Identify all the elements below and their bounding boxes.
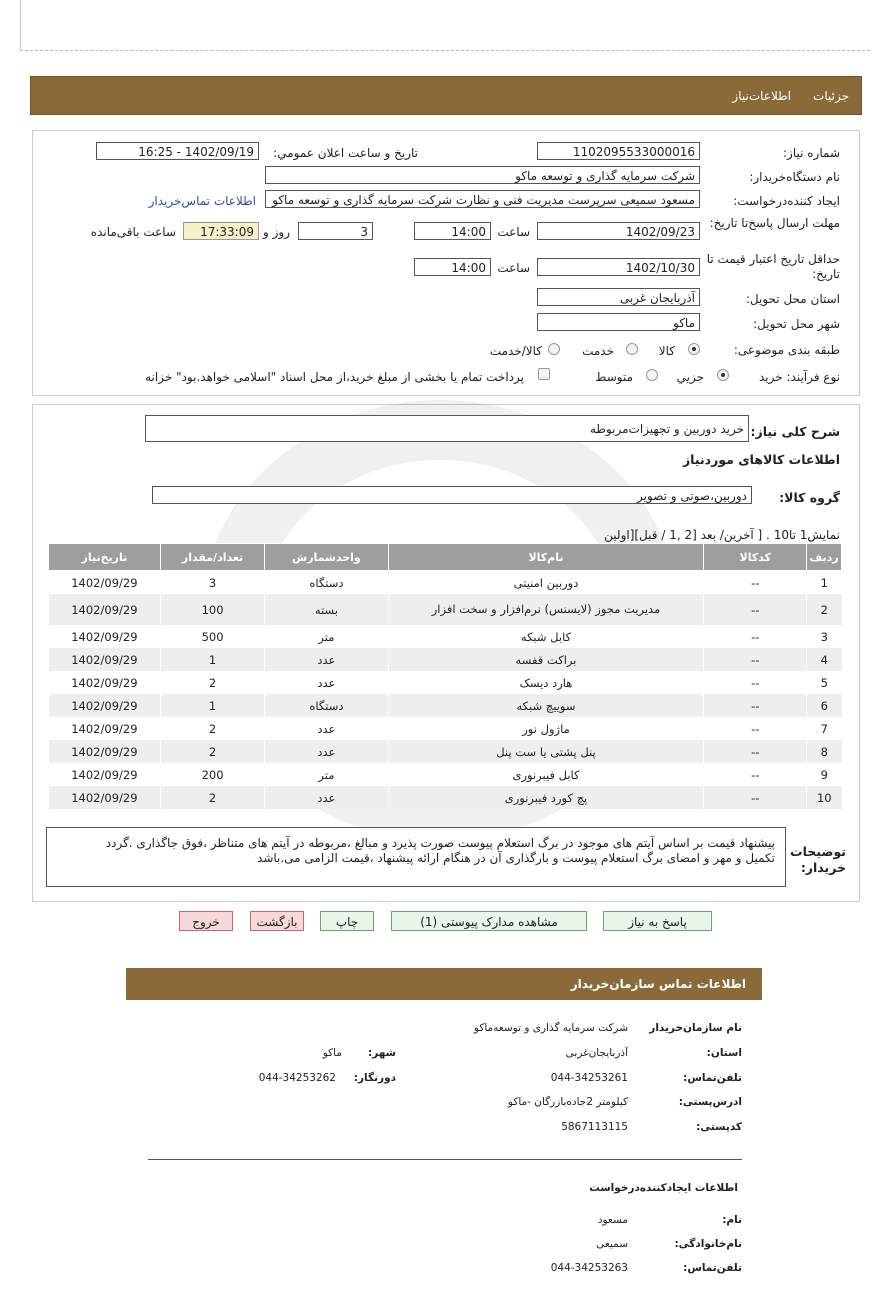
province-field: آذربایجان غربی [537, 288, 700, 306]
cell-unit: عدد [265, 671, 388, 694]
left-border-line [20, 0, 21, 50]
print-button[interactable]: چاپ [320, 911, 374, 931]
city-label: شهر محل تحویل: [753, 317, 840, 331]
cell-row: 2 [807, 594, 842, 625]
view-documents-button[interactable]: مشاهده مدارک پیوستی (1) [391, 911, 587, 931]
creator-name-label: نام: [722, 1214, 742, 1226]
contact-address-label: ادرس‌پستی: [678, 1096, 742, 1108]
buyer-notes-line2: تکمیل و مهر و امضای برگ استعلام پیوست و بارگذاری آن در هنگام ارائه پیشنهاد ،قیمت الزامی می.باشد [257, 851, 775, 865]
table-row [49, 594, 842, 625]
contact-address-value: کیلومتر 2جاده‌بازرگان -ماکو [507, 1096, 628, 1108]
cell-qty: 2 [160, 717, 265, 740]
cell-date: 1402/09/29 [49, 594, 161, 625]
cell-unit: متر [265, 625, 388, 648]
contact-phone-label: تلفن‌تماس: [683, 1072, 742, 1084]
goods-info-title: اطلاعات کالاهای موردنیاز [682, 452, 840, 467]
cell-date: 1402/09/29 [49, 717, 161, 740]
cell-name: مدیریت مجوز (لایسنس) نرم‌افزار و سخت افزار [388, 594, 704, 625]
cell-unit: دستگاه [265, 571, 388, 595]
payment-checkbox[interactable] [538, 368, 550, 380]
contact-province-label: استان: [706, 1047, 742, 1059]
cell-date: 1402/09/29 [49, 694, 161, 717]
cell-date: 1402/09/29 [49, 786, 161, 809]
cell-name: پچ کورد فیبرنوری [388, 786, 704, 809]
cell-date: 1402/09/29 [49, 671, 161, 694]
days-field: 3 [298, 222, 373, 240]
buyer-notes-box [46, 827, 786, 887]
table-row [49, 694, 842, 717]
validity-date-field: 1402/10/30 [537, 258, 700, 276]
creator-label: ایجاد کننده‌درخواست: [733, 194, 840, 208]
items-table [48, 543, 842, 809]
cell-name: پنل پشتی یا ست پنل [388, 740, 704, 763]
col-code: کدکالا [704, 544, 807, 571]
category-service-radio[interactable] [626, 343, 638, 355]
cell-code: -- [704, 671, 807, 694]
contact-title: اطلاعات تماس سازمان‌خریدار [570, 977, 746, 991]
cell-qty: 2 [160, 740, 265, 763]
cell-code: -- [704, 786, 807, 809]
payment-note: پرداخت تمام یا بخشی از مبلغ خرید،از محل اسناد "اسلامی خواهد.بود" خزانه [145, 370, 524, 384]
cell-qty: 1 [160, 648, 265, 671]
cell-unit: عدد [265, 740, 388, 763]
cell-row: 1 [807, 571, 842, 595]
contact-header [126, 968, 762, 1000]
buyer-notes-label: توضیحات خریدار: [790, 844, 846, 875]
cell-name: سوییچ شبکه [388, 694, 704, 717]
creator-phone-label: تلفن‌تماس: [683, 1262, 742, 1274]
creator-field: مسعود سمیعی سرپرست مدیریت فنی و نظارت شرکت سرمایه گذاری و توسعه ماکو [265, 190, 700, 208]
description-label: شرح کلی نیاز: [750, 424, 840, 439]
cell-unit: عدد [265, 786, 388, 809]
col-date: تاریخ‌نیاز [49, 544, 161, 571]
cell-code: -- [704, 717, 807, 740]
cell-qty: 2 [160, 786, 265, 809]
creator-info-title: اطلاعات ایجادکننده‌درخواست [589, 1182, 738, 1194]
cell-unit: متر [265, 763, 388, 786]
cell-unit: بسته [265, 594, 388, 625]
cell-unit: دستگاه [265, 694, 388, 717]
group-field: دوربین،صوتی و تصویر [152, 486, 752, 504]
cell-code: -- [704, 694, 807, 717]
cell-name: هارد دیسک [388, 671, 704, 694]
deadline-time-field: 14:00 [414, 222, 491, 240]
announce-label: تاریخ و ساعت اعلان عمومي: [273, 146, 418, 160]
contact-postal-value: 5867113115 [561, 1121, 628, 1133]
category-goods-service-label: کالا/خدمت [489, 344, 542, 358]
table-row [49, 786, 842, 809]
org-label: نام سازمان‌خریدار [649, 1022, 742, 1034]
cell-date: 1402/09/29 [49, 763, 161, 786]
deadline-date-field: 1402/09/23 [537, 222, 700, 240]
announce-field: 1402/09/19 - 16:25 [96, 142, 259, 160]
cell-date: 1402/09/29 [49, 625, 161, 648]
pagination[interactable]: نمایش1 تا10 . [ آخرین/ بعد [2 ,1 / قبل][اولین [604, 528, 840, 542]
tab-details[interactable]: جزئیات [813, 89, 849, 103]
header-bar [30, 76, 862, 115]
col-row: ردیف [807, 544, 842, 571]
exit-button[interactable]: خروج [179, 911, 233, 931]
cell-row: 5 [807, 671, 842, 694]
category-goods-label: کالا [658, 344, 675, 358]
cell-code: -- [704, 594, 807, 625]
tab-need-info[interactable]: اطلاعات‌نیاز [732, 89, 791, 103]
cell-qty: 2 [160, 671, 265, 694]
validity-label: حداقل تاریخ اعتبار قیمت تا تاریخ: [706, 252, 840, 281]
cell-name: ماژول نور [388, 717, 704, 740]
cell-date: 1402/09/29 [49, 740, 161, 763]
cell-unit: عدد [265, 648, 388, 671]
table-row [49, 571, 842, 595]
cell-date: 1402/09/29 [49, 648, 161, 671]
cell-code: -- [704, 625, 807, 648]
table-header-row [49, 544, 842, 571]
creator-name-value: مسعود [597, 1214, 628, 1226]
contact-city-label: شهر: [368, 1047, 396, 1059]
buyer-org-label: نام دستگاه‌خریدار: [749, 170, 840, 184]
cell-row: 8 [807, 740, 842, 763]
buyer-notes-line1: پیشنهاد قیمت بر اساس آیتم های موجود در برگ استعلام پیوست صورت پذیرد و مبالغ ،مربوطه در آیتم های متناظر ،فوق جاگذاری .گردد [105, 836, 775, 850]
contact-divider [148, 1159, 742, 1160]
remaining-label: ساعت باقی‌مانده [90, 225, 176, 239]
cell-name: کابل شبکه [388, 625, 704, 648]
process-partial-label: جزيي [676, 370, 704, 384]
cell-date: 1402/09/29 [49, 571, 161, 595]
contact-city-value: ماکو [322, 1047, 342, 1059]
cell-qty: 200 [160, 763, 265, 786]
cell-qty: 1 [160, 694, 265, 717]
creator-family-label: نام‌خانوادگی: [674, 1238, 742, 1250]
table-row [49, 648, 842, 671]
table-row [49, 740, 842, 763]
col-unit: واحدشمارش [265, 544, 388, 571]
cell-name: براکت قفسه [388, 648, 704, 671]
cell-code: -- [704, 763, 807, 786]
province-label: استان محل تحویل: [745, 292, 840, 306]
need-number-label: شماره نیاز: [783, 146, 840, 160]
cell-qty: 500 [160, 625, 265, 648]
process-label: نوع فرآیند: خرید [759, 370, 840, 384]
contact-fax-value: 044-34253262 [258, 1072, 336, 1084]
cell-row: 4 [807, 648, 842, 671]
need-number-field: 1102095533000016 [537, 142, 700, 160]
org-value: شرکت سرمایه گذاری و توسعه‌ماکو [473, 1022, 628, 1034]
contact-phone-value: 044-34253261 [550, 1072, 628, 1084]
process-medium-label: متوسط [595, 370, 633, 384]
process-partial-radio[interactable] [717, 369, 729, 381]
cell-row: 10 [807, 786, 842, 809]
cell-row: 9 [807, 763, 842, 786]
creator-phone-value: 044-34253263 [550, 1262, 628, 1274]
reply-button[interactable]: پاسخ به نیاز [603, 911, 712, 931]
cell-code: -- [704, 571, 807, 595]
category-label: طبقه بندی موضوعی: [733, 343, 840, 357]
remaining-time-field: 17:33:09 [183, 222, 259, 240]
deadline-label: مهلت ارسال پاسخ‌تا تاریخ: [709, 216, 840, 230]
table-row [49, 717, 842, 740]
category-goods-radio[interactable] [688, 343, 700, 355]
cell-row: 6 [807, 694, 842, 717]
description-field: خرید دوربین و تجهیزات‌مربوطه [145, 415, 749, 442]
col-qty: تعداد/مقدار [160, 544, 265, 571]
days-label: روز و [263, 225, 290, 239]
cell-unit: عدد [265, 717, 388, 740]
col-name: نام‌کالا [388, 544, 704, 571]
cell-name: کابل فیبرنوری [388, 763, 704, 786]
group-label: گروه کالا: [779, 490, 840, 505]
table-row [49, 671, 842, 694]
top-divider [20, 50, 870, 51]
contact-province-value: آذربایجان‌غربی [565, 1047, 628, 1059]
category-service-label: خدمت [582, 344, 614, 358]
cell-row: 7 [807, 717, 842, 740]
cell-qty: 3 [160, 571, 265, 595]
city-field: ماکو [537, 313, 700, 331]
process-medium-radio[interactable] [646, 369, 658, 381]
buyer-contact-link[interactable]: اطلاعات تماس‌خریدار [148, 194, 256, 208]
validity-time-label: ساعت [497, 261, 530, 275]
category-goods-service-radio[interactable] [548, 343, 560, 355]
cell-row: 3 [807, 625, 842, 648]
table-row [49, 625, 842, 648]
validity-time-field: 14:00 [414, 258, 491, 276]
contact-postal-label: کدپستی: [696, 1121, 742, 1133]
buyer-org-field: شرکت سرمایه گذاری و توسعه ماکو [265, 166, 700, 184]
cell-code: -- [704, 648, 807, 671]
contact-fax-label: دورنگار: [353, 1072, 396, 1084]
cell-code: -- [704, 740, 807, 763]
table-row [49, 763, 842, 786]
deadline-time-label: ساعت [497, 225, 530, 239]
cell-qty: 100 [160, 594, 265, 625]
back-button[interactable]: بازگشت [250, 911, 304, 931]
creator-family-value: سمیعی [596, 1238, 628, 1250]
cell-name: دوربین امنیتی [388, 571, 704, 595]
